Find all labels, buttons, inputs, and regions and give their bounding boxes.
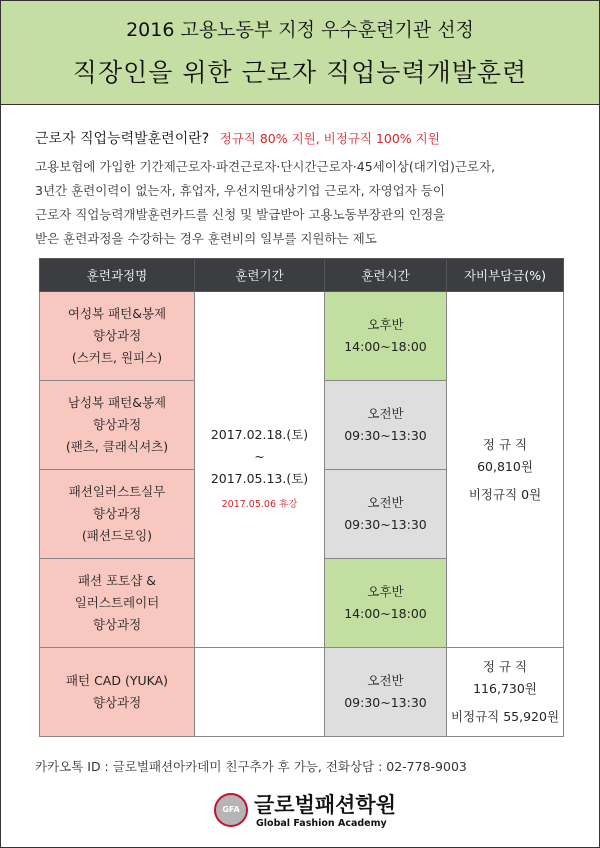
course-name-line: 향상과정 <box>92 506 142 521</box>
fee-regular-label: 정 규 직 <box>482 659 528 674</box>
contact-info: 카카오톡 ID : 글로벌패션아카데미 친구추가 후 가능, 전화상담 : 02-778-9003 <box>35 759 467 774</box>
fee-regular-label: 정 규 직 <box>482 436 528 452</box>
header-course-name: 훈련과정명 <box>40 259 195 292</box>
course-name-line: 일러스트레이터 <box>74 595 160 610</box>
header-fee: 자비부담금(%) <box>447 259 564 292</box>
fee-cell <box>447 648 564 737</box>
course-name-line: (스커트, 원피스) <box>71 350 163 365</box>
course-cell <box>40 292 195 381</box>
fee-regular-amount: 116,730원 <box>473 681 537 696</box>
time-cell <box>325 470 447 559</box>
fee-regular-amount: 60,810원 <box>477 458 533 474</box>
academy-logo <box>214 789 414 839</box>
course-name-line: 패턴 CAD (YUKA) <box>65 673 169 688</box>
course-name-line: 패션일러스트실무 <box>68 484 166 499</box>
course-cell <box>40 381 195 470</box>
period-cell <box>195 292 325 648</box>
time-hours: 14:00~18:00 <box>344 339 427 354</box>
fee-irregular: 비정규직 0원 <box>468 486 542 502</box>
time-cell <box>325 559 447 648</box>
course-cell <box>40 470 195 559</box>
fee-cell <box>447 292 564 648</box>
time-cell <box>325 648 447 737</box>
header-time: 훈련시간 <box>325 259 447 292</box>
description-heading <box>35 129 580 149</box>
course-name-line: (팬츠, 클래식셔츠) <box>65 439 169 454</box>
time-hours: 09:30~13:30 <box>344 428 427 443</box>
course-table <box>39 258 564 737</box>
time-label: 오후반 <box>367 584 404 599</box>
description-question: 근로자 직업능력발훈련이란? <box>35 131 210 147</box>
course-name-line: 향상과정 <box>92 695 142 710</box>
description-body <box>35 155 580 251</box>
header-period: 훈련기간 <box>195 259 325 292</box>
time-cell <box>325 381 447 470</box>
gfa-emblem-icon <box>214 793 248 827</box>
title-banner <box>1 1 599 105</box>
period-end: 2017.05.13.(토) <box>210 470 309 486</box>
logo-korean-name: 글로벌패션학원 <box>254 793 397 817</box>
course-name-line: 향상과정 <box>92 417 142 432</box>
holiday-note: 2017.05.06 휴강 <box>221 498 298 510</box>
table-row <box>40 292 564 381</box>
time-label: 오전반 <box>367 495 404 510</box>
program-description <box>35 129 580 251</box>
course-name-line: 향상과정 <box>92 328 142 343</box>
description-line: 3년간 훈련이력이 없는자, 휴업자, 우선지원대상기업 근로자, 자영업자 등이 <box>35 183 445 198</box>
period-start: 2017.02.18.(토) <box>210 426 309 442</box>
support-rate: 정규직 80% 지원, 비정규직 100% 지원 <box>219 131 440 146</box>
course-name-line: 여성복 패턴&봉제 <box>67 306 167 321</box>
time-label: 오후반 <box>367 317 404 332</box>
table-row <box>40 648 564 737</box>
description-line: 근로자 직업능력개발훈련카드를 신청 및 발급받아 고용노동부장관의 인정을 <box>35 207 446 222</box>
time-hours: 09:30~13:30 <box>344 695 427 710</box>
course-name-line: (패션드로잉) <box>81 528 153 543</box>
logo-english-name: Global Fashion Academy <box>256 818 387 829</box>
period-cell-empty <box>195 648 325 737</box>
time-label: 오전반 <box>367 406 404 421</box>
description-line: 받은 훈련과정을 수강하는 경우 훈련비의 일부를 지원하는 제도 <box>35 231 377 246</box>
time-label: 오전반 <box>367 673 404 688</box>
emblem-text: GFA <box>222 805 240 814</box>
course-name-line: 패션 포토샵 & <box>77 573 157 588</box>
course-cell <box>40 648 195 737</box>
fee-irregular: 비정규직 55,920원 <box>450 709 560 724</box>
time-hours: 14:00~18:00 <box>344 606 427 621</box>
course-name-line: 남성복 패턴&봉제 <box>67 395 167 410</box>
description-line: 고용보험에 가입한 기간제근로자·파견근로자·단시간근로자·45세이상(대기업)근로자, <box>35 159 496 174</box>
time-cell <box>325 292 447 381</box>
banner-subtitle: 2016 고용노동부 지정 우수훈련기관 선정 <box>126 19 474 41</box>
course-name-line: 향상과정 <box>92 617 142 632</box>
banner-title: 직장인을 위한 근로자 직업능력개발훈련 <box>72 58 528 87</box>
course-cell <box>40 559 195 648</box>
time-hours: 09:30~13:30 <box>344 517 427 532</box>
table-header-row <box>40 259 564 292</box>
period-tilde: ~ <box>254 448 265 464</box>
